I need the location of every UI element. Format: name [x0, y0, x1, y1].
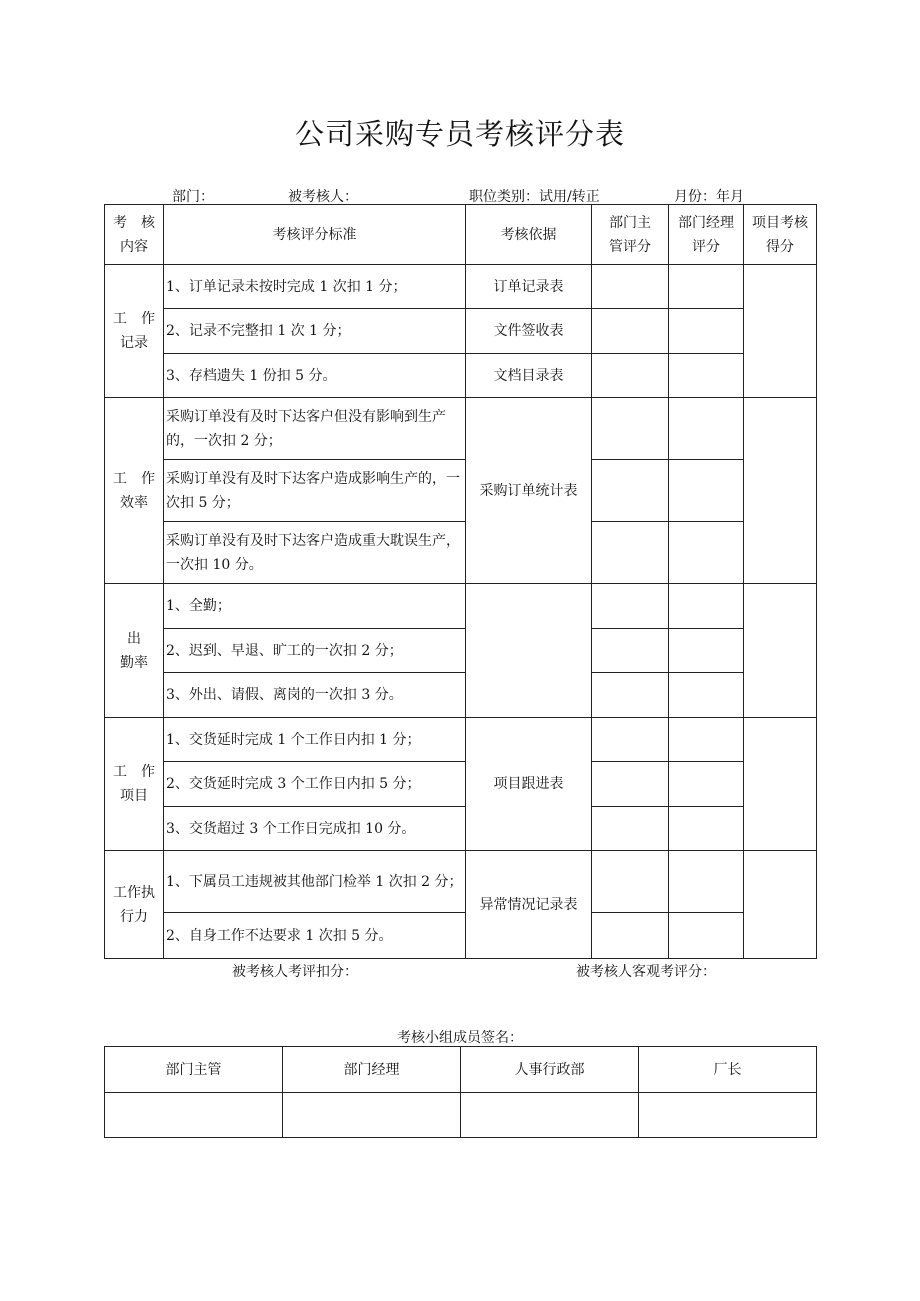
- supervisor-score-cell[interactable]: [592, 851, 669, 913]
- table-row: [105, 265, 817, 309]
- manager-score-cell[interactable]: [669, 354, 744, 398]
- supervisor-score-cell[interactable]: [592, 718, 669, 762]
- signature-header-row: [105, 1047, 817, 1093]
- position-label: 职位类别：试用/转正: [469, 189, 600, 205]
- manager-score-cell[interactable]: [669, 398, 744, 460]
- table-row: [105, 807, 817, 851]
- signature-cell[interactable]: [105, 1093, 283, 1138]
- manager-score-cell[interactable]: [669, 522, 744, 584]
- header-item: 考 核 内容: [105, 205, 164, 265]
- evaluation-table: [104, 204, 817, 959]
- criteria-cell: 1、下属员工违规被其他部门检举 1 次扣 2 分；: [164, 851, 466, 913]
- supervisor-score-cell[interactable]: [592, 265, 669, 309]
- item-score-cell[interactable]: [744, 265, 817, 398]
- examinee-label: 被考核人：: [288, 189, 358, 205]
- table-row: [105, 309, 817, 354]
- basis-cell-empty: [466, 584, 592, 718]
- manager-score-cell[interactable]: [669, 851, 744, 913]
- section-name: 工 作 项目: [105, 718, 164, 851]
- table-row: [105, 913, 817, 959]
- table-row: [105, 522, 817, 584]
- sign-title: 考核小组成员签名：: [397, 1030, 523, 1046]
- signature-header: 部门主管: [105, 1047, 283, 1093]
- criteria-cell: 2、记录不完整扣 1 次 1 分；: [164, 309, 466, 354]
- criteria-cell: 1、订单记录未按时完成 1 次扣 1 分；: [164, 265, 466, 309]
- section-name: 工 作 记录: [105, 265, 164, 398]
- criteria-cell: 2、交货延时完成 3 个工作日内扣 5 分；: [164, 762, 466, 807]
- criteria-cell: 3、外出、请假、离岗的一次扣 3 分。: [164, 673, 466, 718]
- page-title: 公司采购专员考核评分表: [294, 117, 625, 151]
- basis-cell: 文件签收表: [466, 309, 592, 354]
- table-row: [105, 718, 817, 762]
- table-row: [105, 673, 817, 718]
- table-row: [105, 584, 817, 629]
- signature-header: 部门经理: [283, 1047, 461, 1093]
- supervisor-score-cell[interactable]: [592, 309, 669, 354]
- signature-header: 厂长: [639, 1047, 817, 1093]
- table-row: [105, 460, 817, 522]
- manager-score-cell[interactable]: [669, 265, 744, 309]
- header-manager-score: 部门经理 评分: [669, 205, 744, 265]
- criteria-cell: 1、交货延时完成 1 个工作日内扣 1 分；: [164, 718, 466, 762]
- manager-score-cell[interactable]: [669, 309, 744, 354]
- supervisor-score-cell[interactable]: [592, 460, 669, 522]
- table-row: [105, 629, 817, 673]
- signature-cell[interactable]: [461, 1093, 639, 1138]
- manager-score-cell[interactable]: [669, 807, 744, 851]
- dept-label: 部门：: [172, 189, 214, 205]
- item-score-cell[interactable]: [744, 718, 817, 851]
- criteria-cell: 采购订单没有及时下达客户但没有影响到生产的，一次扣 2 分；: [164, 398, 466, 460]
- manager-score-cell[interactable]: [669, 584, 744, 629]
- table-row: [105, 354, 817, 398]
- basis-cell: 订单记录表: [466, 265, 592, 309]
- item-score-cell[interactable]: [744, 584, 817, 718]
- manager-score-cell[interactable]: [669, 762, 744, 807]
- item-score-cell[interactable]: [744, 851, 817, 959]
- supervisor-score-cell[interactable]: [592, 584, 669, 629]
- supervisor-score-cell[interactable]: [592, 354, 669, 398]
- supervisor-score-cell[interactable]: [592, 398, 669, 460]
- month-label: 月份：年月: [674, 189, 744, 205]
- section-name: 工 作 效率: [105, 398, 164, 584]
- supervisor-score-cell[interactable]: [592, 522, 669, 584]
- item-score-cell[interactable]: [744, 398, 817, 584]
- table-row: [105, 398, 817, 460]
- signature-header: 人事行政部: [461, 1047, 639, 1093]
- manager-score-cell[interactable]: [669, 673, 744, 718]
- supervisor-score-cell[interactable]: [592, 629, 669, 673]
- header-item-score: 项目考核 得分: [744, 205, 817, 265]
- signature-cell[interactable]: [283, 1093, 461, 1138]
- basis-cell: 项目跟进表: [466, 718, 592, 851]
- table-row: [105, 851, 817, 913]
- criteria-cell: 3、交货超过 3 个工作日完成扣 10 分。: [164, 807, 466, 851]
- basis-cell: 文档目录表: [466, 354, 592, 398]
- criteria-cell: 采购订单没有及时下达客户造成重大耽误生产，一次扣 10 分。: [164, 522, 466, 584]
- signature-row: [105, 1093, 817, 1138]
- header-criteria: 考核评分标准: [164, 205, 466, 265]
- criteria-cell: 2、迟到、早退、旷工的一次扣 2 分；: [164, 629, 466, 673]
- criteria-cell: 2、自身工作不达要求 1 次扣 5 分。: [164, 913, 466, 959]
- supervisor-score-cell[interactable]: [592, 762, 669, 807]
- basis-cell: 采购订单统计表: [466, 398, 592, 584]
- manager-score-cell[interactable]: [669, 913, 744, 959]
- table-header-row: [105, 205, 817, 265]
- manager-score-cell[interactable]: [669, 629, 744, 673]
- supervisor-score-cell[interactable]: [592, 673, 669, 718]
- criteria-cell: 1、全勤；: [164, 584, 466, 629]
- supervisor-score-cell[interactable]: [592, 807, 669, 851]
- criteria-cell: 3、存档遗失 1 份扣 5 分。: [164, 354, 466, 398]
- manager-score-cell[interactable]: [669, 718, 744, 762]
- signature-cell[interactable]: [639, 1093, 817, 1138]
- supervisor-score-cell[interactable]: [592, 913, 669, 959]
- table-row: [105, 762, 817, 807]
- basis-cell: 异常情况记录表: [466, 851, 592, 959]
- objective-score-label: 被考核人客观考评分：: [576, 964, 716, 980]
- manager-score-cell[interactable]: [669, 460, 744, 522]
- self-deduct-label: 被考核人考评扣分：: [232, 964, 358, 980]
- header-supervisor-score: 部门主 管评分: [592, 205, 669, 265]
- header-basis: 考核依据: [466, 205, 592, 265]
- criteria-cell: 采购订单没有及时下达客户造成影响生产的，一次扣 5 分；: [164, 460, 466, 522]
- section-name: 出 勤率: [105, 584, 164, 718]
- section-name: 工作执 行力: [105, 851, 164, 959]
- signature-table: [104, 1046, 817, 1138]
